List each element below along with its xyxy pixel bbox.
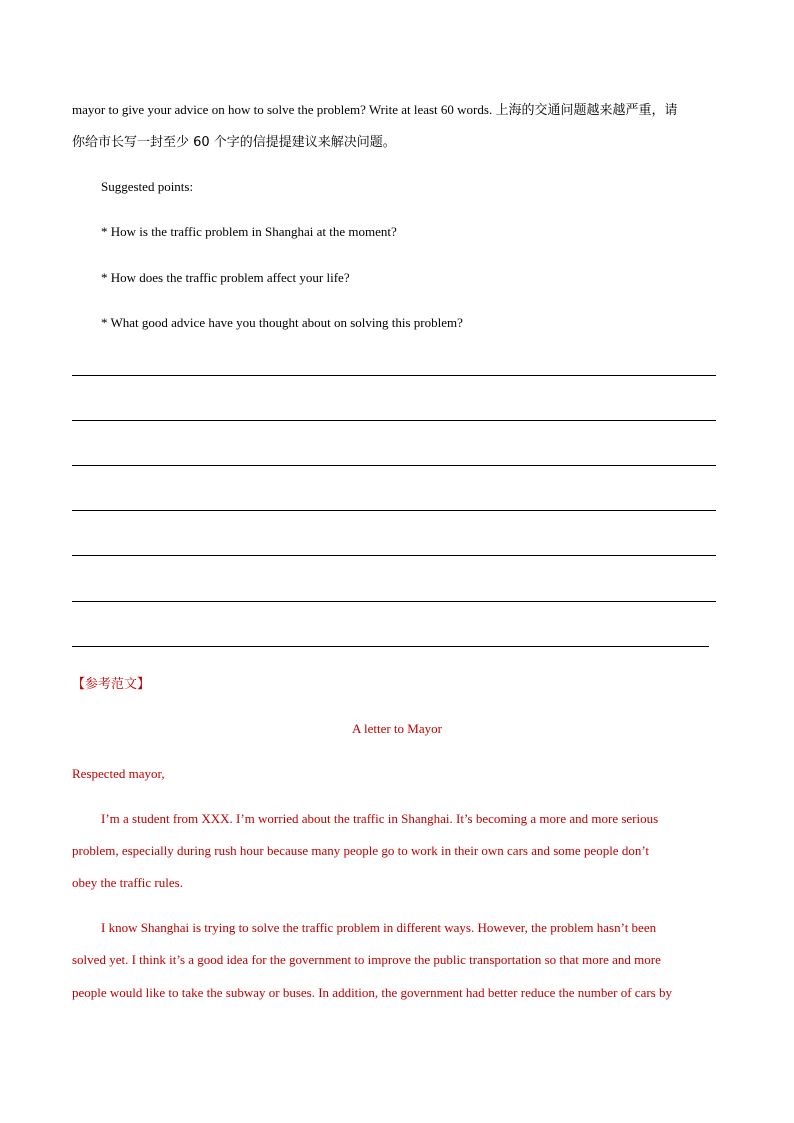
- essay-paragraph-2-line-3: people would like to take the subway or buses. In addition, the government had better reduce the number of cars by: [72, 985, 672, 1000]
- prompt-line-1: [72, 101, 732, 120]
- suggested-point-3: * What good advice have you thought about on solving this problem?: [101, 315, 463, 330]
- essay-salutation: Respected mayor,: [72, 766, 165, 781]
- essay-paragraph-2-line-1: I know Shanghai is trying to solve the traffic problem in different ways. However, the problem hasn’t been: [101, 920, 657, 935]
- suggested-point-2: * How does the traffic problem affect your life?: [101, 270, 350, 285]
- answer-line: [72, 601, 716, 602]
- answer-line: [72, 420, 716, 421]
- prompt-line-1-english: mayor to give your advice on how to solve the problem? Write at least 60 words.: [72, 102, 493, 117]
- essay-paragraph-1-line-3: obey the traffic rules.: [72, 875, 183, 890]
- answer-line: [72, 510, 716, 511]
- essay-paragraph-1-line-2: problem, especially during rush hour because many people go to work in their own cars and some people don’t: [72, 843, 650, 858]
- essay-paragraph-1-line-1: I’m a student from XXX. I’m worried about the traffic in Shanghai. It’s becoming a more and more serious: [101, 811, 659, 826]
- suggested-points-heading: Suggested points:: [101, 179, 194, 194]
- reference-essay-heading: 【参考范文】: [72, 677, 151, 692]
- suggested-point-1: * How is the traffic problem in Shanghai at the moment?: [101, 224, 397, 239]
- essay-title: A letter to Mayor: [352, 721, 442, 736]
- answer-line: [72, 375, 716, 376]
- essay-paragraph-2-line-2: solved yet. I think it’s a good idea for the government to improve the public transportation so that more and more: [72, 952, 661, 967]
- answer-line: [72, 465, 716, 466]
- prompt-line-2-chinese: 你给市长写一封至少 60 个字的信提提建议来解决问题。: [72, 135, 396, 150]
- prompt-line-1-chinese: 上海的交通问题越来越严重，请: [495, 103, 678, 118]
- answer-line: [72, 646, 709, 647]
- answer-line: [72, 555, 716, 556]
- prompt-line-2: [72, 133, 732, 152]
